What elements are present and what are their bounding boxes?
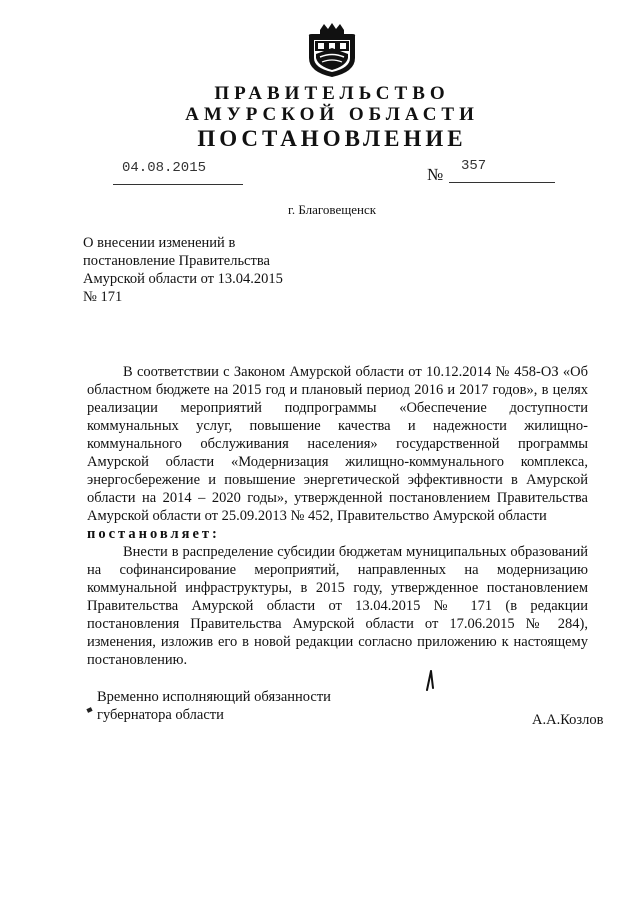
subject-line: Амурской области от 13.04.2015: [83, 271, 283, 287]
subject-line: О внесении изменений в: [83, 235, 236, 251]
city: г. Благовещенск: [287, 202, 377, 217]
resolves-word: постановляет:: [87, 526, 220, 542]
resolution-paragraph: Внести в распределение субсидии бюджетам муниципальных образований на софинансирование мероприятий, направленных на модернизацию коммунальной инфраструктуры, в 2015 году, утвержденное постановлением Правительства Амурской области от 13.04.2015 № 171 (в редакции постановления Правительства Амурской области от 17.06.2015 № 284), изменения, изложив его в новой редакции согласно приложению к настоящему постановлению.: [87, 544, 588, 668]
date-underline: [113, 184, 243, 185]
government-title: ПРАВИТЕЛЬСТВО: [214, 83, 450, 104]
document-date: 04.08.2015: [122, 160, 207, 176]
subject-line: постановление Правительства: [83, 253, 270, 269]
document-number: 357: [461, 158, 487, 174]
number-sign: №: [427, 165, 444, 184]
document-body: [87, 363, 588, 669]
position-line: Временно исполняющий обязанности: [97, 689, 331, 705]
document-subject: [83, 234, 333, 306]
coat-of-arms-icon: [306, 22, 358, 78]
document-type-title: ПОСТАНОВЛЕНИЕ: [197, 126, 467, 151]
number-underline: [449, 182, 555, 183]
margin-mark: [86, 707, 92, 713]
handwritten-signature: [424, 670, 436, 692]
signature-position: [97, 688, 331, 724]
position-line: губернатора области: [97, 707, 224, 723]
signer-name: А.А.Козлов: [532, 712, 604, 728]
subject-line: № 171: [83, 289, 123, 305]
preamble-paragraph: В соответствии с Законом Амурской области от 10.12.2014 № 458-ОЗ «Об областном бюджете на 2015 год и плановый период 2016 и 2017 годов», в целях реализации мероприятий подпрограммы «Обеспечение доступности коммунальных услуг, повышение качества и надежности жилищно-коммунального обслуживания населения» государственной программы Амурской области «Модернизация жилищно-коммунального комплекса, энергосбережение и повышение энергетической эффективности в Амурской области на 2014 – 2020 годы», утвержденной постановлением Правительства Амурской области от 25.09.2013 № 452, Правительство Амурской области: [87, 364, 588, 524]
region-title: АМУРСКОЙ ОБЛАСТИ: [185, 104, 479, 125]
